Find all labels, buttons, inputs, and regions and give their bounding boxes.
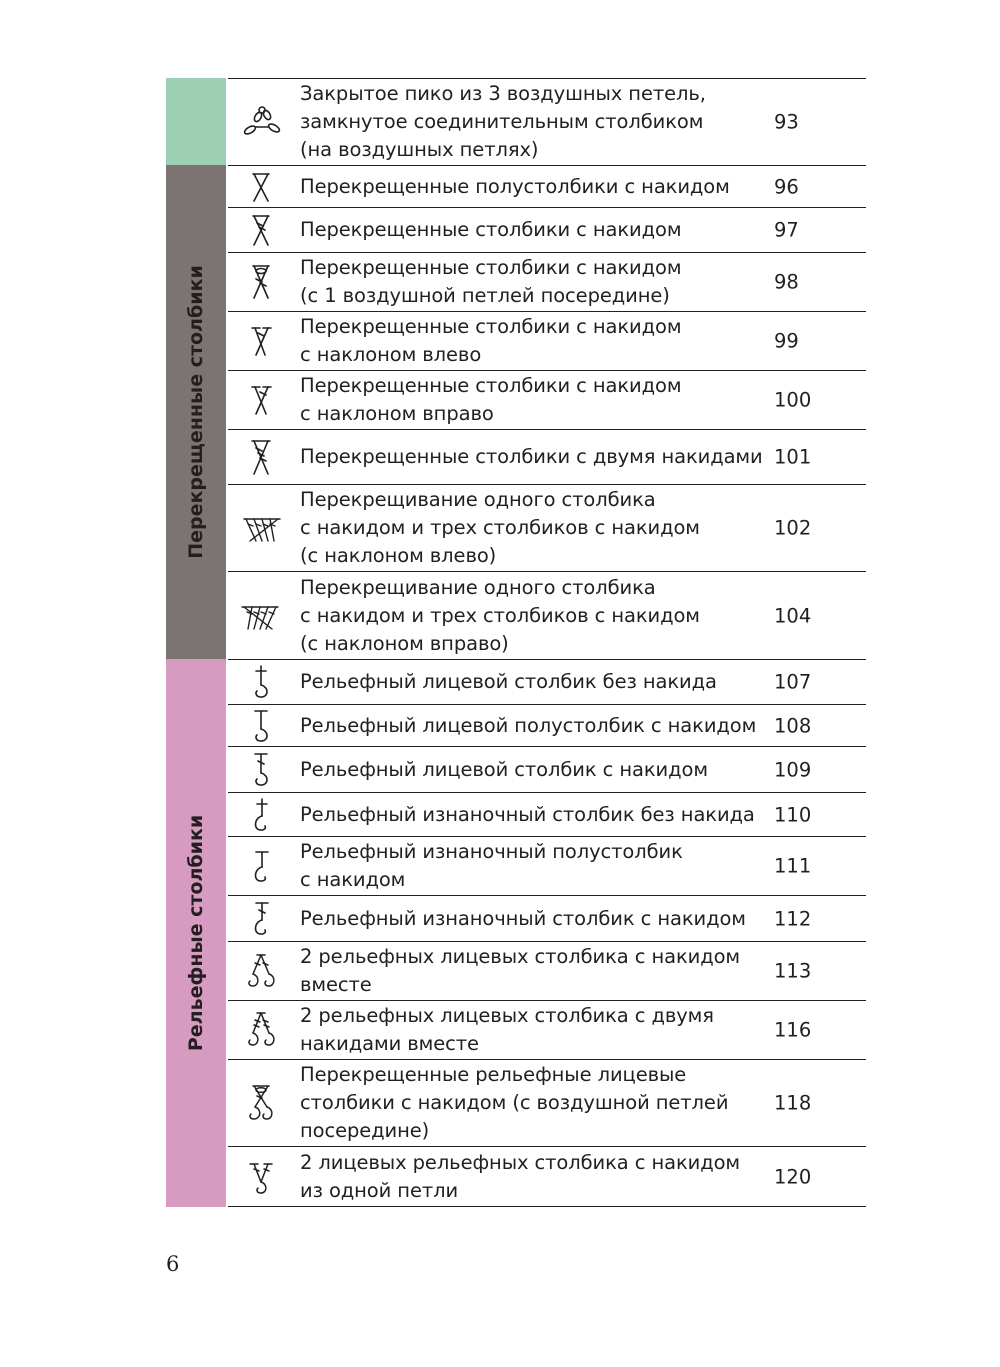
- list-item: [228, 659, 866, 704]
- crossed-left-icon: [236, 322, 286, 360]
- entry-title: Рельефный изнаночный столбик без накида: [300, 802, 755, 826]
- list-item: [228, 370, 866, 429]
- back-post-double-icon: [236, 900, 286, 938]
- crossed-half-double-crochet-icon: [236, 168, 286, 206]
- entry-title: Перекрещенные столбики с двумя накидами: [300, 445, 763, 468]
- entry-title: Перекрещенные столбики с накидом с наклоном влево: [300, 315, 682, 366]
- entry-title: Рельефный лицевой столбик с накидом: [300, 757, 708, 781]
- section-bar-picot: [166, 78, 226, 165]
- entry-title: Перекрещенные рельефные лицевые столбики с накидом (с воздушной петлей посередине): [300, 1063, 729, 1142]
- page-number: 100: [774, 388, 812, 412]
- entry-title: Перекрещенные полустолбики с накидом: [300, 174, 730, 198]
- list-item: [228, 1000, 866, 1059]
- list-item: [228, 484, 866, 571]
- front-post-double-icon: [236, 751, 286, 789]
- list-item: [228, 165, 866, 207]
- list-item: [228, 78, 866, 165]
- list-item: [228, 429, 866, 484]
- front-post-tr2tog-icon: [236, 1011, 286, 1049]
- page-number: 93: [774, 110, 799, 134]
- list-item: [228, 207, 866, 252]
- list-item: [228, 704, 866, 746]
- page-number: 116: [774, 1018, 812, 1042]
- entry-title: Перекрещенные столбики с накидом (с 1 воздушной петлей посередине): [300, 256, 682, 307]
- entry-title: Перекрещенные столбики с накидом: [300, 218, 682, 241]
- list-item: [228, 1146, 866, 1207]
- list-item: [228, 746, 866, 792]
- back-post-half-double-icon: [236, 847, 286, 885]
- list-item: [228, 252, 866, 311]
- section-bar-relief: [166, 659, 226, 1207]
- crossed-double-crochet-icon: [236, 211, 286, 249]
- page-number: 101: [774, 445, 812, 469]
- list-item: [228, 1059, 866, 1146]
- list-item: [228, 571, 866, 659]
- list-item: [228, 311, 866, 370]
- picot-icon: [236, 103, 286, 141]
- entry-title: Рельефный лицевой полустолбик с накидом: [300, 713, 757, 737]
- front-post-half-double-icon: [236, 707, 286, 745]
- page-number: 98: [774, 270, 799, 294]
- entry-title: 2 лицевых рельефных столбика с накидом из одной петли: [300, 1150, 741, 1202]
- entry-title: Закрытое пико из 3 воздушных петель, замкнутое соединительным столбиком (на воздушных петлях): [300, 82, 706, 161]
- list-item: [228, 895, 866, 941]
- entry-title: Рельефный изнаночный столбик с накидом: [300, 906, 746, 930]
- list-item: [228, 792, 866, 836]
- folio-page-number: 6: [166, 1252, 180, 1276]
- section-label: Рельефные столбики: [185, 814, 207, 1052]
- page-number: 96: [774, 175, 799, 198]
- crossed-front-post-chain-icon: [236, 1084, 286, 1122]
- entry-title: 2 рельефных лицевых столбика с двумя накидами вместе: [300, 1004, 714, 1055]
- page-number: 111: [774, 854, 812, 878]
- page-number: 102: [774, 516, 812, 540]
- crossed-double-crochet-chain-icon: [236, 263, 286, 301]
- list-item: [228, 836, 866, 895]
- entry-title: 2 рельефных лицевых столбика с накидом вместе: [300, 945, 741, 996]
- page-number: 118: [774, 1091, 812, 1115]
- front-post-dc2tog-icon: [236, 952, 286, 990]
- entry-title: Перекрещивание одного столбика с накидом и трех столбиков с накидом (с наклоном влево): [300, 488, 700, 567]
- list-item: [228, 941, 866, 1000]
- page-number: 112: [774, 907, 812, 930]
- front-post-single-crochet-icon: [236, 663, 286, 701]
- crossed-right-icon: [236, 381, 286, 419]
- page-number: 107: [774, 670, 812, 694]
- one-over-three-right-icon: [236, 597, 286, 635]
- entry-title: Перекрещенные столбики с накидом с наклоном вправо: [300, 374, 682, 425]
- section-bar-crossed: [166, 165, 226, 659]
- page-number: 99: [774, 329, 799, 353]
- page-number: 108: [774, 714, 812, 737]
- back-post-single-crochet-icon: [236, 796, 286, 834]
- page-number: 109: [774, 758, 812, 781]
- section-label: Перекрещенные столбики: [185, 265, 207, 559]
- front-post-v-stitch-icon: [236, 1158, 286, 1196]
- entry-title: Перекрещивание одного столбика с накидом и трех столбиков с накидом (с наклоном вправо): [300, 575, 700, 655]
- page-number: 104: [774, 604, 812, 627]
- crossed-treble-crochet-icon: [236, 438, 286, 476]
- entry-title: Рельефный изнаночный полустолбик с накидом: [300, 840, 683, 891]
- page-number: 120: [774, 1165, 812, 1188]
- one-over-three-left-icon: [236, 509, 286, 547]
- entry-title: Рельефный лицевой столбик без накида: [300, 670, 717, 693]
- page-number: 97: [774, 218, 799, 242]
- page-number: 113: [774, 959, 812, 983]
- page-number: 110: [774, 803, 812, 826]
